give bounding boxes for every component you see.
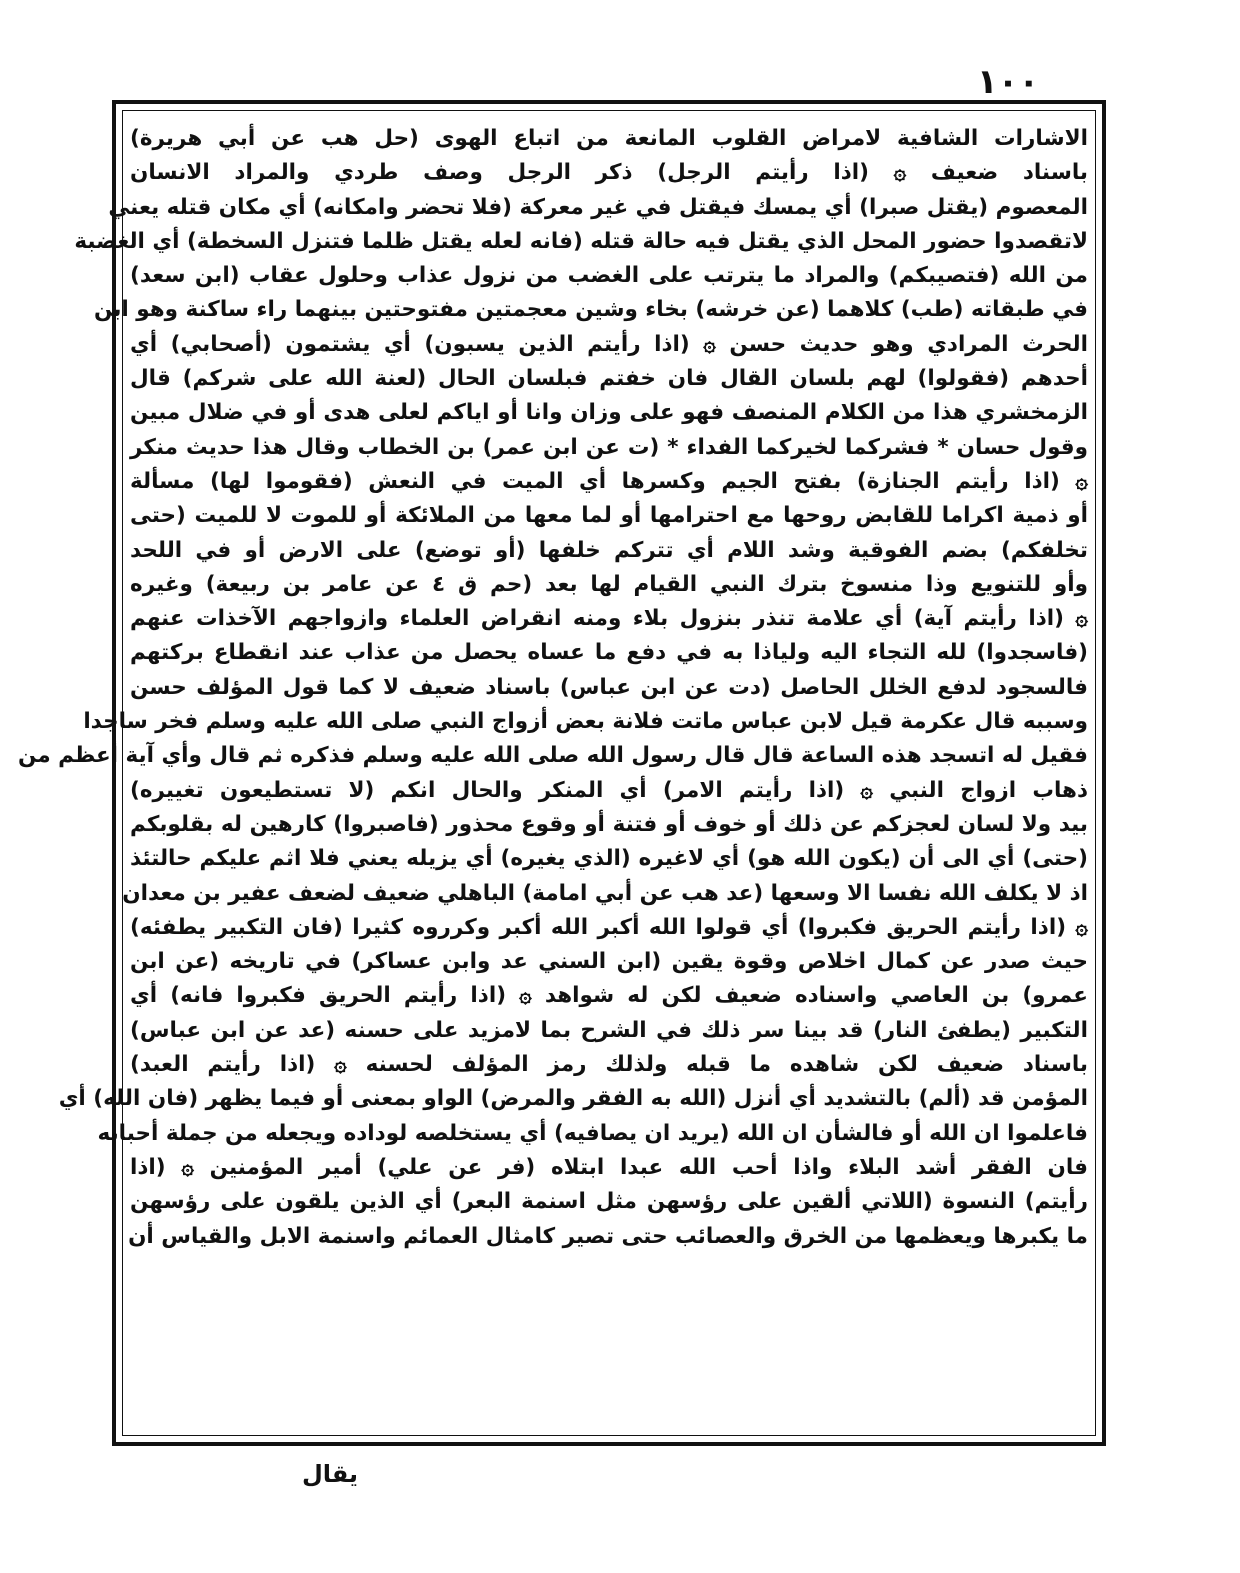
text-line: ۞ (اذا رأيتم آية) أي علامة تنذر بنزول بلاء ومنه انقراض العلماء وازواجهم الآخذات عنهم	[130, 606, 1088, 632]
text-line: (حتى) أي الى أن (يكون الله هو) أي لاغيره (الذي يغيره) أي يزيله يعني فلا اثم عليكم حالتئذ	[130, 846, 1088, 872]
page-number: ١٠٠	[976, 62, 1040, 102]
text-line: ما يكبرها ويعظمها من الخرق والعصائب حتى تصير كامثال العمائم واسنمة الابل والقياس أن	[128, 1223, 1088, 1249]
text-line: أو ذمية اكراما للقابض روحها مع احترامها أو لما معها من الملائكة أو للموت لا للميت (حتى	[130, 503, 1088, 529]
text-line: وأو للتنويع وذا منسوخ بترك النبي القيام لها بعد (حم ق ٤ عن عامر بن ربيعة) وغيره	[130, 571, 1088, 597]
text-line: فالسجود لدفع الخلل الحاصل (دت عن ابن عباس) باسناد ضعيف لا كما قول المؤلف حسن	[130, 674, 1088, 700]
text-line: فقيل له اتسجد هذه الساعة قال قال رسول الله صلى الله عليه وسلم فذكره ثم قال وأي آية أعظم من	[18, 743, 1088, 769]
text-line: بيد ولا لسان لعجزكم عن ذلك أو خوف أو فتنة أو وقوع محذور (فاصبروا) كارهين له بقلوبكم	[130, 811, 1088, 837]
text-line: تخلفكم) بضم الفوقية وشد اللام أي تتركم خلفها (أو توضع) على الارض أو في اللحد	[130, 537, 1088, 563]
text-line: ۞ (اذا رأيتم الجنازة) بفتح الجيم وكسرها أي الميت في النعش (فقوموا لها) مسألة	[130, 468, 1088, 494]
text-line: وقول حسان * فشركما لخيركما الفداء * (ت عن ابن عمر) بن الخطاب وقال هذا حديث منكر	[130, 434, 1088, 460]
text-line: الاشارات الشافية لامراض القلوب المانعة من اتباع الهوى (حل هب عن أبي هريرة)	[130, 126, 1088, 151]
text-line: في طبقاته (طب) كلاهما (عن خرشه) بخاء وشين معجمتين مفتوحتين بينهما راء ساكنة وهو ابن	[93, 297, 1088, 323]
text-block	[18, 122, 1088, 1428]
text-line: حيث صدر عن كمال اخلاص وقوة يقين (ابن السني عد وابن عساكر) في تاريخه (عن ابن	[130, 949, 1088, 975]
text-line: رأيتم) النسوة (اللاتي ألقين على رؤسهن مثل اسنمة البعر) أي الذين يلقون على رؤسهن	[130, 1189, 1088, 1215]
text-line: ۞ (اذا رأيتم الحريق فكبروا) أي قولوا الله أكبر الله أكبر وكرروه كثيرا (فان التكبير يطفئه)	[130, 914, 1088, 940]
text-line: عمرو) بن العاصي واسناده ضعيف لكن له شواهد ۞ (اذا رأيتم الحريق فكبروا فانه) أي	[130, 983, 1088, 1009]
catchword: يقال	[301, 1460, 359, 1488]
text-line: الحرث المرادي وهو حديث حسن ۞ (اذا رأيتم الذين يسبون) أي يشتمون (أصحابي) أي	[130, 331, 1088, 357]
text-line: المعصوم (يقتل صبرا) أي يمسك فيقتل في غير معركة (فلا تحضر وامكانه) أي مكان قتله يعني	[108, 194, 1088, 220]
text-line: الزمخشري هذا من الكلام المنصف فهو على وزان وانا أو اياكم لعلى هدى أو في ضلال مبين	[130, 400, 1088, 426]
text-line: لاتقصدوا حضور المحل الذي يقتل فيه حالة قتله (فانه لعله يقتل ظلما فتنزل السخطة) أي الغضبة	[74, 228, 1088, 254]
text-line: اذ لا يكلف الله نفسا الا وسعها (عد هب عن أبي امامة) الباهلي ضعيف لضعف عفير بن معدان	[122, 880, 1088, 906]
text-line: ذهاب ازواج النبي ۞ (اذا رأيتم الامر) أي المنكر والحال انكم (لا تستطيعون تغييره)	[130, 777, 1088, 803]
text-line: التكبير (يطفئ النار) قد بينا سر ذلك في الشرح بما لامزيد على حسنه (عد عن ابن عباس)	[130, 1017, 1088, 1043]
text-line: وسببه قال عكرمة قيل لابن عباس ماتت فلانة بعض أزواج النبي صلى الله عليه وسلم فخر ساجدا	[83, 709, 1088, 735]
text-line: (فاسجدوا) لله التجاء اليه ولياذا به في دفع ما عساه يحصل من عذاب عند انقطاع بركتهم	[130, 640, 1088, 666]
text-line: المؤمن قد (ألم) بالتشديد أي أنزل (الله به الفقر والمرض) الواو بمعنى أو فيما يظهر (فان الله) أي	[58, 1086, 1088, 1112]
text-line: باسناد ضعيف ۞ (اذا رأيتم الرجل) ذكر الرجل وصف طردي والمراد الانسان	[130, 160, 1088, 186]
text-line: أحدهم (فقولوا) لهم بلسان القال فان خفتم فبلسان الحال (لعنة الله على شركم) قال	[130, 366, 1088, 392]
text-line: باسناد ضعيف لكن شاهده ما قبله ولذلك رمز المؤلف لحسنه ۞ (اذا رأيتم العبد)	[130, 1052, 1088, 1078]
text-line: فان الفقر أشد البلاء واذا أحب الله عبدا ابتلاه (فر عن علي) أمير المؤمنين ۞ (اذا	[130, 1154, 1088, 1180]
text-line: من الله (فتصيبكم) والمراد ما يترتب على الغضب من نزول عذاب وحلول عقاب (ابن سعد)	[130, 263, 1088, 289]
text-line: فاعلموا ان الله أو فالشأن ان الله (يريد ان يصافيه) أي يستخلصه لوداده ويجعله من جملة أحبابه	[97, 1120, 1088, 1146]
